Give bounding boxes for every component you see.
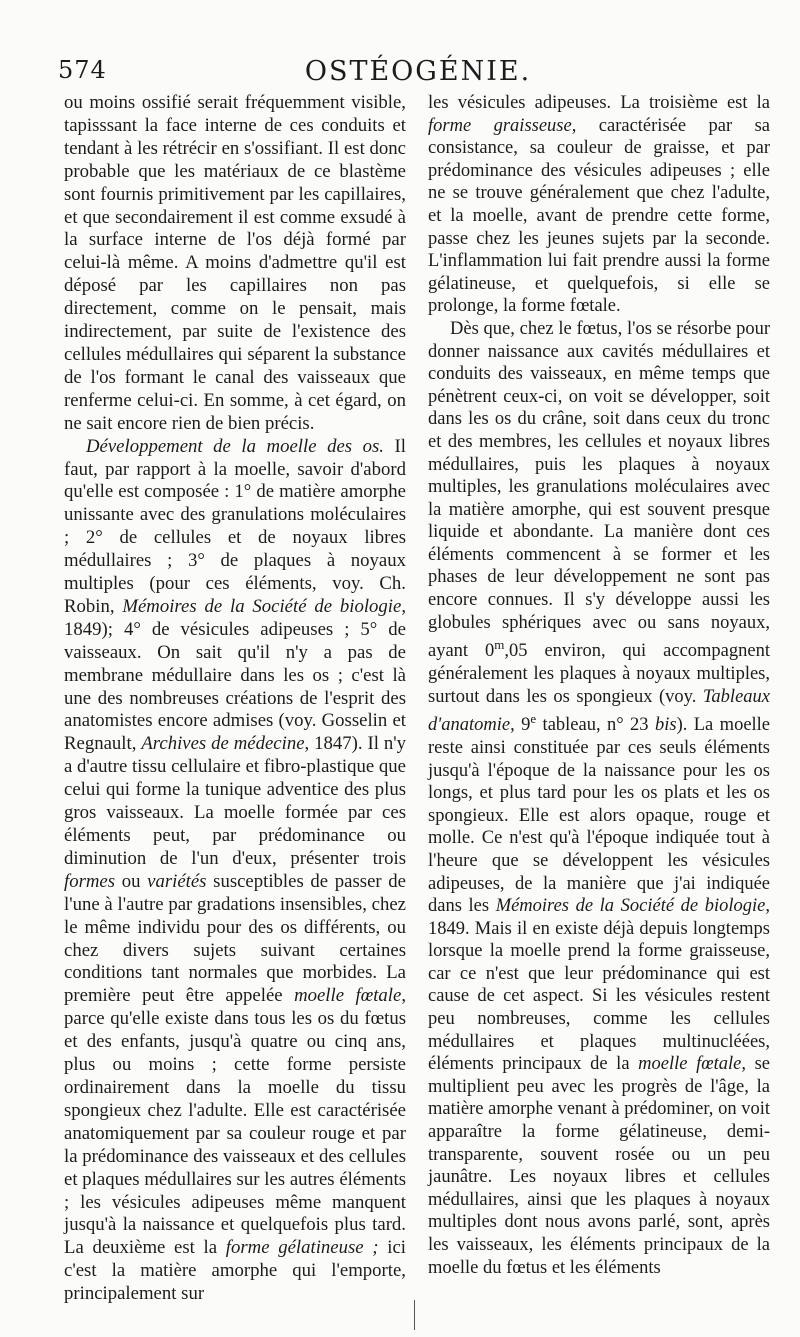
paragraph [64,436,406,1306]
running-title: OSTÉOGÉNIE. [304,56,532,87]
term: forme graisseuse [428,115,572,136]
paragraph-text: , 1847). Il n'y a d'autre tissu cellulaire et fibro-plastique que celui qui forme la tunique adventice des plus gros vaisseaux. La moelle formée par ces éléments peut, par prédominance ou diminution de l'un d'eux, présenter trois [64,733,407,869]
term: moelle fœtale [638,1054,742,1075]
paragraph-text: , 1849); 4° de vésicules adipeuses ; 5° de vaisseaux. On sait qu'il n'y a pas de membrane médullaire dans les os ; c'est là une des nombreuses créations de l'esprit des anatomistes encore admises (voy. Gosselin et Regnault, [64,595,406,755]
paragraph-text: , parce qu'elle existe dans tous les os du fœtus et des enfants, jusqu'à quatre ou cinq ans, plus ou moins ; cette forme persiste ordinairement dans la moelle du tissu spongieux chez l'adulte. Elle est caractérisée anatomiquement par sa couleur rouge et par la prédominance des vaisseaux et des cellules et plaques médullaires sur les autres éléments ; les vésicules adipeuses même manquent jusqu'à la naissance et quelquefois plus tard. La deuxième est la [64,985,407,1259]
paragraph [64,92,406,436]
unit-superscript: m [494,637,505,653]
running-head [58,56,778,96]
term: variétés [147,870,207,892]
term: moelle fœtale [294,985,402,1007]
paragraph-text: , caractérisée par sa consistance, sa couleur de graisse, et par prédominance des vésicules adipeuses ; elle ne se trouve généralement que chez l'adulte, et la moelle, avant de prendre cette forme, passe chez les jeunes sujets par la seconde. L'inflammation lui fait prendre aussi la forme gélatineuse, et quelquefois, si elle se prolonge, la forme fœtale. [428,115,770,317]
column-divider-mark [414,1300,415,1330]
paragraph-text: les vésicules adipeuses. La troisième est la [428,93,770,113]
paragraph-text: Il faut, par rapport à la moelle, savoir d'abord qu'elle est composée : 1° de matière amorphe unissante avec des granulations moléculaires ; 2° de cellules et de noyaux libres médullaires ; 3° de plaques à noyaux multiples (pour ces éléments, voy. Ch. Robin, [64,435,406,617]
term: formes [64,870,116,892]
paragraph-text: , se multiplient peu avec les progrès de l'âge, la matière amorphe venant à prédominer, on voit apparaître la forme gélatineuse, demi-transparente, souvent rosée ou un peu jaunâtre. Les noyaux libres et cellules médullaires, ainsi que les plaques à noyaux multiples dont nous avons parlé, sont, après les vaisseaux, les éléments principaux de la moelle du fœtus et les éléments [428,1054,770,1278]
page-number: 574 [58,56,107,84]
ordinal-superscript: e [530,711,537,727]
paragraph-text: ou [115,870,148,892]
paragraph-text: tableau, n° 23 [536,715,655,736]
paragraph-text: , 1849. Mais il en existe déjà depuis longtemps lorsque la moelle prend la forme graisseuse, car ce n'est que leur prédominance qui est cause de cet aspect. Si les vésicules restent peu nombreuses, comme les cellules médullaires et plaques multinucléées, éléments principaux de la [428,896,771,1075]
term: bis [654,715,677,736]
paragraph [428,92,770,318]
citation-title: Archives de médecine [141,733,305,755]
citation-title: Tableaux d'anatomie [428,686,770,736]
paragraph-text: ,05 environ, qui accompagnent généralement les plaques à noyaux multiples, surtout dans les os spongieux (voy. [428,641,770,707]
paragraph-text: , 9 [510,715,531,736]
paragraph-text: ou moins ossifié serait fréquemment visible, tapisssant la face interne de ces conduits et tendant à les rétrécir en s'ossifiant. Il est donc probable que les matériaux de ce blastème sont fournis primitivement par les capillaires, et que secondairement il est comme exsudé à la surface interne de l'os déjà formé par celui-là même. A moins d'admettre qu'il est déposé par les capillaires non pas directement, comme on le pensait, mais indirectement, par suite de l'existence des cellules médullaires qui séparent la substance de l'os formant le canal des vaisseaux que renferme celui-ci. En somme, à cet égard, on ne sait encore rien de bien précis. [64,92,406,434]
citation-title: Mémoires de la Société de biologie [495,896,766,917]
paragraph-text: ). La moelle reste ainsi constituée par ces seuls éléments jusqu'à l'époque de la naissance pour les os longs, et plus tard pour les os plats et les os spongieux. Elle est alors opaque, rouge et molle. Ce n'est qu'à l'époque indiquée tout à l'heure que se développent les vésicules adipeuses, de la manière que j'ai indiquée dans les [428,715,771,917]
left-column [64,92,406,1306]
citation-title: Mémoires de la Société de biologie [122,595,402,617]
paragraph-text: Dès que, chez le fœtus, l'os se résorbe pour donner naissance aux cavités médullaires et conduits des vaisseaux, en même temps que pénètrent ceux-ci, on voit se développer, soit dans les os du crâne, soit dans ceux du tronc et des membres, les cellules et noyaux libres médullaires, puis les plaques à noyaux multiples, les granulations moléculaires avec la matière amorphe, qui est souvent presque liquide et abondante. La manière dont ces éléments commencent à se former et les phases de leur développement ne sont pas encore connues. Il s'y développe aussi les globules sphériques avec ou sans noyaux, ayant 0 [428,318,770,662]
section-title: Développement de la moelle des os. [86,435,384,457]
paragraph [428,318,770,1279]
paragraph-text: susceptibles de passer de l'une à l'autre par gradations insensibles, chez le même individu pour des os différents, ou chez divers sujets suivant certaines conditions tant normales que morbides. La première peut être appelée [64,870,406,1007]
paragraph-text: ici c'est la matière amorphe qui l'emporte, principalement sur [64,1237,406,1305]
term: forme gélatineuse ; [225,1237,379,1259]
right-column [428,92,770,1279]
